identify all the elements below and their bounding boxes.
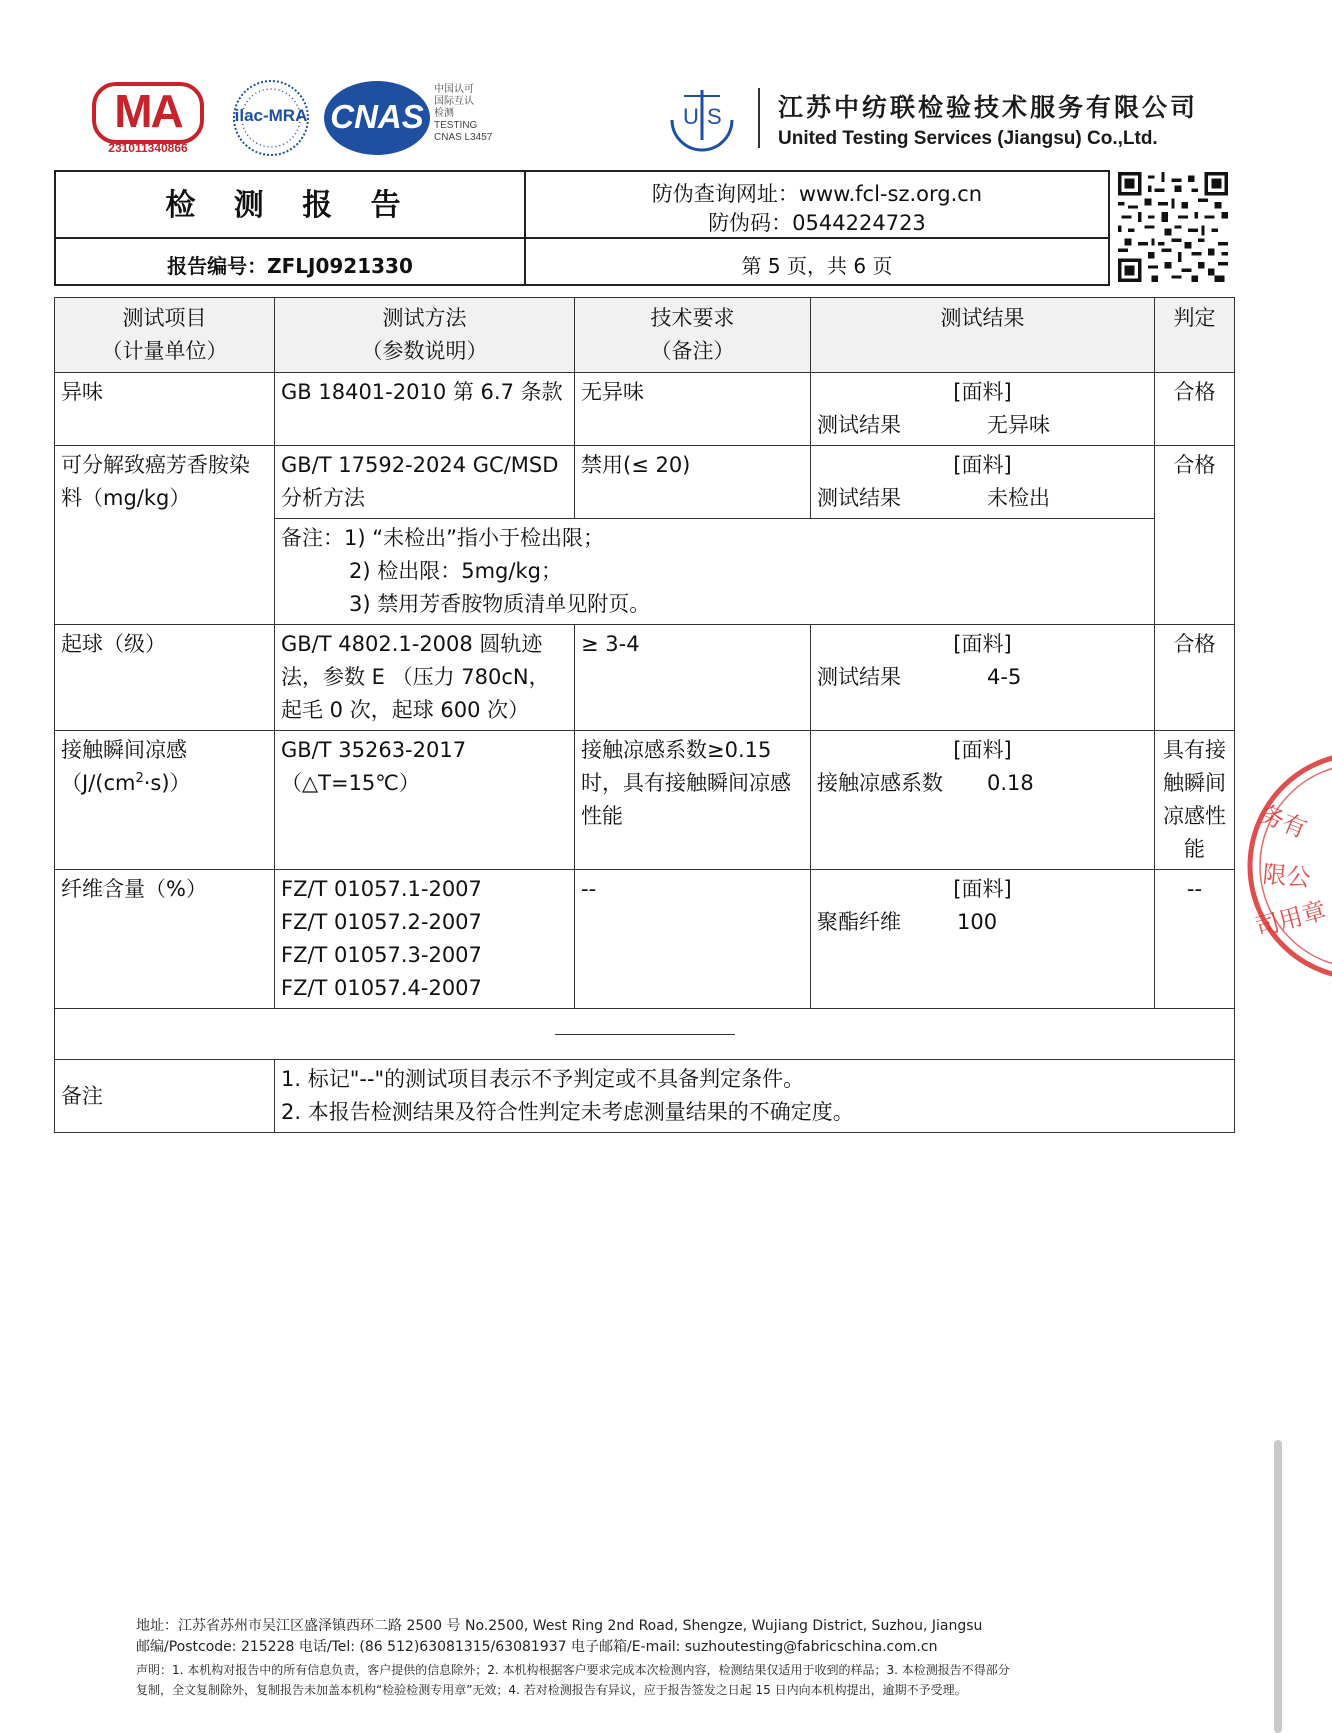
cell-result: [811, 625, 1155, 731]
cell-verdict: 合格: [1155, 446, 1235, 625]
table-header-row: [55, 298, 1235, 373]
uts-divider: [758, 88, 760, 148]
cell-item: 可分解致癌芳香胺染料（mg/kg）: [55, 446, 275, 625]
header-result: 测试结果: [811, 298, 1155, 373]
ilac-mra-text: ilac-MRA: [234, 106, 308, 125]
svg-text:U: U: [683, 104, 699, 129]
result-value: 100: [957, 910, 998, 934]
footer-statement: 复制，全文复制除外，复制报告未加盖本机构“检验检测专用章”无效；4. 若对检测报告有异议，应于报告签发之日起 15 日内向本机构提出，逾期不予受理。: [136, 1683, 967, 1697]
result-value: 未检出: [987, 486, 1050, 510]
result-label: 接触凉感系数: [817, 771, 943, 795]
table-row: [55, 625, 1235, 731]
cell-item: 接触瞬间凉感 $(J/(cm^2\cdot s))$: [55, 731, 275, 870]
result-header: [面料]: [953, 738, 1012, 762]
note-line: 2) 检出限：5mg/kg；: [349, 559, 562, 583]
cell-result: [811, 446, 1155, 519]
cnas-side-text: 中国认可 国际互认 检测 TESTING CNAS L3457: [434, 84, 493, 143]
qr-code[interactable]: [1118, 172, 1228, 282]
cell-result: [811, 373, 1155, 446]
cma-logo-text: MA: [114, 85, 182, 137]
cell-verdict: 具有接触瞬间凉感性能: [1155, 731, 1235, 870]
remarks-row: [55, 1060, 1235, 1133]
header-divider-horizontal: [54, 237, 1110, 239]
table-row: [55, 870, 1235, 1009]
cell-item: 异味: [55, 373, 275, 446]
svg-text:限公: 限公: [1261, 860, 1312, 893]
header-verdict: 判定: [1155, 298, 1235, 373]
end-of-table-row: [55, 1009, 1235, 1060]
result-header: [面料]: [953, 453, 1012, 477]
svg-text:S: S: [707, 104, 722, 129]
header-method: 测试方法 （参数说明）: [275, 298, 575, 373]
result-header: [面料]: [953, 632, 1012, 656]
official-stamp: [1242, 750, 1332, 982]
cell-result: [811, 870, 1155, 1009]
cell-verdict: 合格: [1155, 625, 1235, 731]
remarks-content: [275, 1060, 1235, 1133]
cma-number: 231011340866: [108, 141, 188, 155]
result-header: [面料]: [953, 380, 1012, 404]
result-label: 测试结果: [817, 486, 901, 510]
cell-item: 纤维含量（%）: [55, 870, 275, 1009]
result-label: 测试结果: [817, 665, 901, 689]
remark-line: 1. 标记"--"的测试项目表示不予判定或不具备判定条件。: [281, 1067, 805, 1091]
anti-fake-code: 防伪码：0544224723: [708, 211, 926, 235]
cell-requirement: 禁用(≤ 20): [575, 446, 811, 519]
report-title: 检 测 报 告: [165, 188, 415, 223]
result-label: 聚酯纤维: [817, 910, 901, 934]
cell-verdict: --: [1155, 870, 1235, 1009]
test-results-table: [54, 297, 1235, 1133]
cell-method: FZ/T 01057.1-2007 FZ/T 01057.2-2007 FZ/T 01057.3-2007 FZ/T 01057.4-2007: [275, 870, 575, 1009]
cell-method: GB 18401-2010 第 6.7 条款: [275, 373, 575, 446]
cell-item: 起球（级）: [55, 625, 275, 731]
note-line: 3) 禁用芳香胺物质清单见附页。: [349, 592, 651, 616]
cell-requirement: 无异味: [575, 373, 811, 446]
footer-address: 地址：江苏省苏州市吴江区盛泽镇西环二路 2500 号 No.2500, West Ring 2nd Road, Shengze, Wujiang District, Suzhou, Jiangsu: [136, 1618, 983, 1634]
table-row: [55, 373, 1235, 446]
company-name-cn: 江苏中纺联检验技术服务有限公司: [778, 93, 1199, 122]
cell-method: GB/T 35263-2017 （△T=15℃）: [275, 731, 575, 870]
cell-requirement: --: [575, 870, 811, 1009]
report-number: 报告编号：ZFLJ0921330: [167, 254, 413, 278]
result-value: 4-5: [987, 665, 1022, 689]
footer-contact: 邮编/Postcode: 215228 电话/Tel: (86 512)63081315/63081937 电子邮箱/E-mail: suzhoutesting@fabricschina.com.cn: [136, 1639, 938, 1655]
page-info: 第 5 页，共 6 页: [741, 254, 893, 278]
end-divider-line: [555, 1034, 735, 1036]
result-value: 0.18: [987, 771, 1034, 795]
svg-text:司用章: 司用章: [1252, 896, 1330, 942]
header-item: 测试项目 （计量单位）: [55, 298, 275, 373]
cell-method: GB/T 17592-2024 GC/MSD 分析方法: [275, 446, 575, 519]
result-value: 无异味: [987, 413, 1050, 437]
table-row: [55, 731, 1235, 870]
svg-text:务有: 务有: [1255, 799, 1311, 844]
anti-fake-url[interactable]: 防伪查询网址：www.fcl-sz.org.cn: [651, 182, 983, 206]
cell-result: [811, 731, 1155, 870]
cell-requirement: ≥ 3-4: [575, 625, 811, 731]
remark-line: 2. 本报告检测结果及符合性判定未考虑测量结果的不确定度。: [281, 1100, 854, 1124]
cell-verdict: 合格: [1155, 373, 1235, 446]
cnas-logo-text: CNAS: [330, 98, 424, 135]
cell-method: GB/T 4802.1-2008 圆轨迹法，参数 E （压力 780cN，起毛 0 次，起球 600 次）: [275, 625, 575, 731]
footer-statement: 声明：1. 本机构对报告中的所有信息负责，客户提供的信息除外；2. 本机构根据客户要求完成本次检测内容，检测结果仅适用于收到的样品；3. 本检测报告不得部分: [136, 1663, 1010, 1677]
remarks-label: 备注: [55, 1060, 275, 1133]
vertical-scrollbar[interactable]: [1274, 1440, 1282, 1733]
table-row: [55, 446, 1235, 519]
cell-requirement: 接触凉感系数≥0.15时，具有接触瞬间凉感性能: [575, 731, 811, 870]
note-line: 备注：1) “未检出”指小于检出限；: [281, 526, 604, 550]
result-label: 测试结果: [817, 413, 901, 437]
result-header: [面料]: [953, 877, 1012, 901]
company-name-en: United Testing Services (Jiangsu) Co.,Ltd.: [778, 128, 1158, 149]
cell-notes: [275, 519, 1155, 625]
header-requirement: 技术要求 （备注）: [575, 298, 811, 373]
uts-logo: [664, 82, 740, 156]
